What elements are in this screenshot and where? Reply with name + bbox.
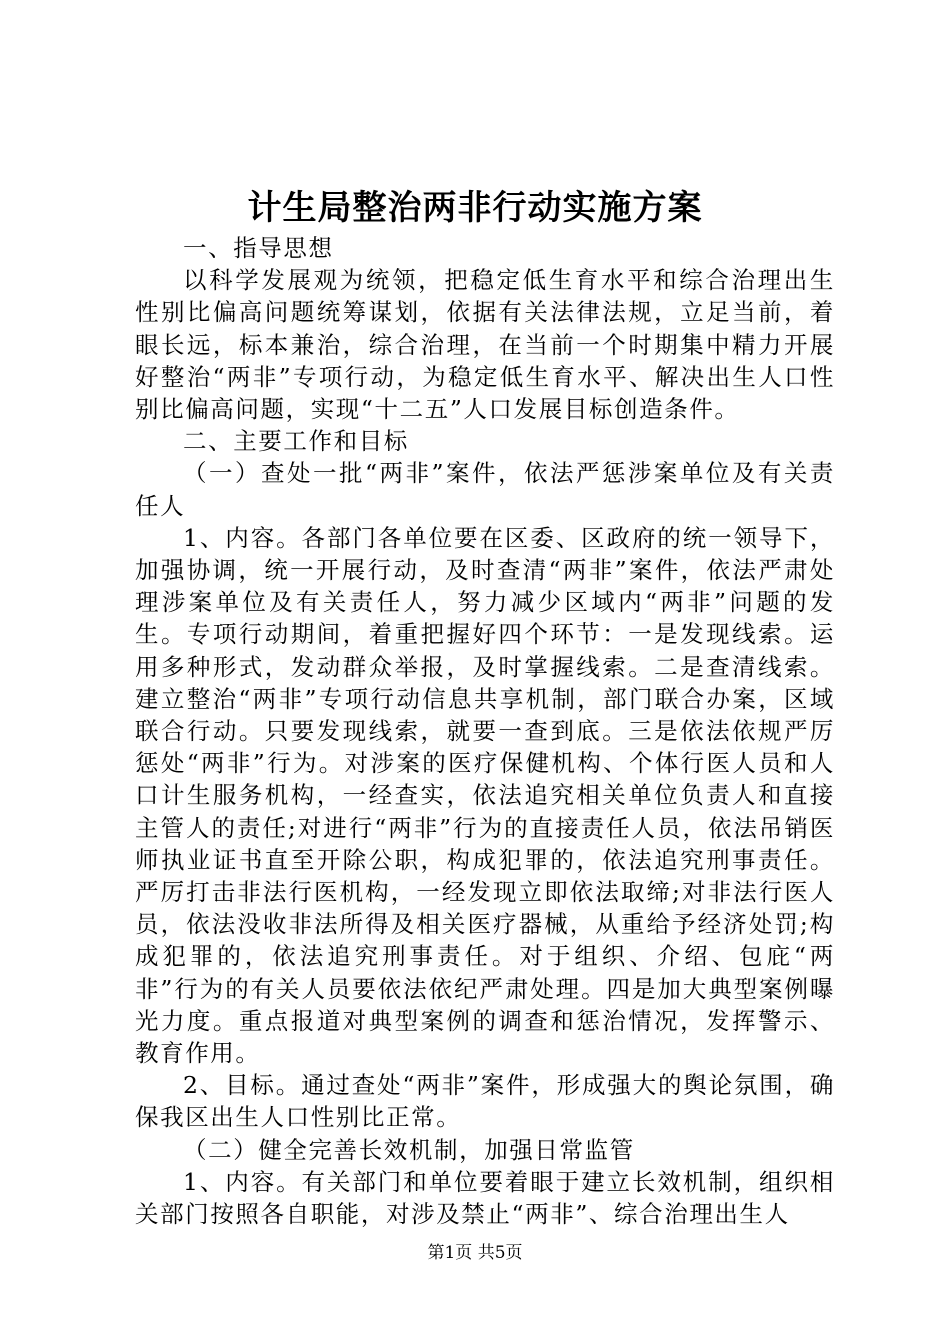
paragraph-guiding-thought: 以科学发展观为统领，把稳定低生育水平和综合治理出生性别比偏高问题统筹谋划，依据有关法律法规，立足当前，着眼长远，标本兼治，综合治理，在当前一个时期集中精力开展好整治“两非”专项行动，为稳定低生育水平、解决出生人口性别比偏高问题，实现“十二五”人口发展目标创造条件。 [135, 266, 835, 424]
subsection-heading-investigate: （一）查处一批“两非”案件，依法严惩涉案单位及有关责任人 [135, 459, 835, 520]
section-heading-guiding-thought: 一、指导思想 [183, 234, 334, 262]
paragraph-content-1: 1、内容。各部门各单位要在区委、区政府的统一领导下，加强协调，统一开展行动，及时查清“两非”案件，依法严肃处理涉案单位及有关责任人，努力减少区域内“两非”问题的发生。专项行动期间，着重把握好四个环节：一是发现线索。运用多种形式，发动群众举报，及时掌握线索。二是查清线索。建立整治“两非”专项行动信息共享机制，部门联合办案，区域联合行动。只要发现线索，就要一查到底。三是依法依规严厉惩处“两非”行为。对涉案的医疗保健机构、个体行医人员和人口计生服务机构，一经查实，依法追究相关单位负责人和直接主管人的责任;对进行“两非”行为的直接责任人员，依法吊销医师执业证书直至开除公职，构成犯罪的，依法追究刑事责任。严厉打击非法行医机构，一经发现立即依法取缔;对非法行医人员，依法没收非法所得及相关医疗器械，从重给予经济处罚;构成犯罪的，依法追究刑事责任。对于组织、介绍、包庇“两非”行为的有关人员要依法依纪严肃处理。四是加大典型案例曝光力度。重点报道对典型案例的调查和惩治情况，发挥警示、教育作用。 [135, 523, 835, 1068]
page-footer: 第1页 共5页 [427, 1243, 523, 1263]
subsection-heading-mechanism: （二）健全完善长效机制，加强日常监管 [183, 1135, 635, 1164]
paragraph-content-mechanism: 1、内容。有关部门和单位要着眼于建立长效机制，组织相关部门按照各自职能，对涉及禁止“两非”、综合治理出生人 [135, 1167, 835, 1229]
paragraph-goal-2: 2、目标。通过查处“两非”案件，形成强大的舆论氛围，确保我区出生人口性别比正常。 [135, 1071, 835, 1132]
document-title: 计生局整治两非行动实施方案 [247, 188, 703, 228]
document-body [135, 232, 835, 1230]
section-heading-main-work: 二、主要工作和目标 [183, 427, 409, 456]
